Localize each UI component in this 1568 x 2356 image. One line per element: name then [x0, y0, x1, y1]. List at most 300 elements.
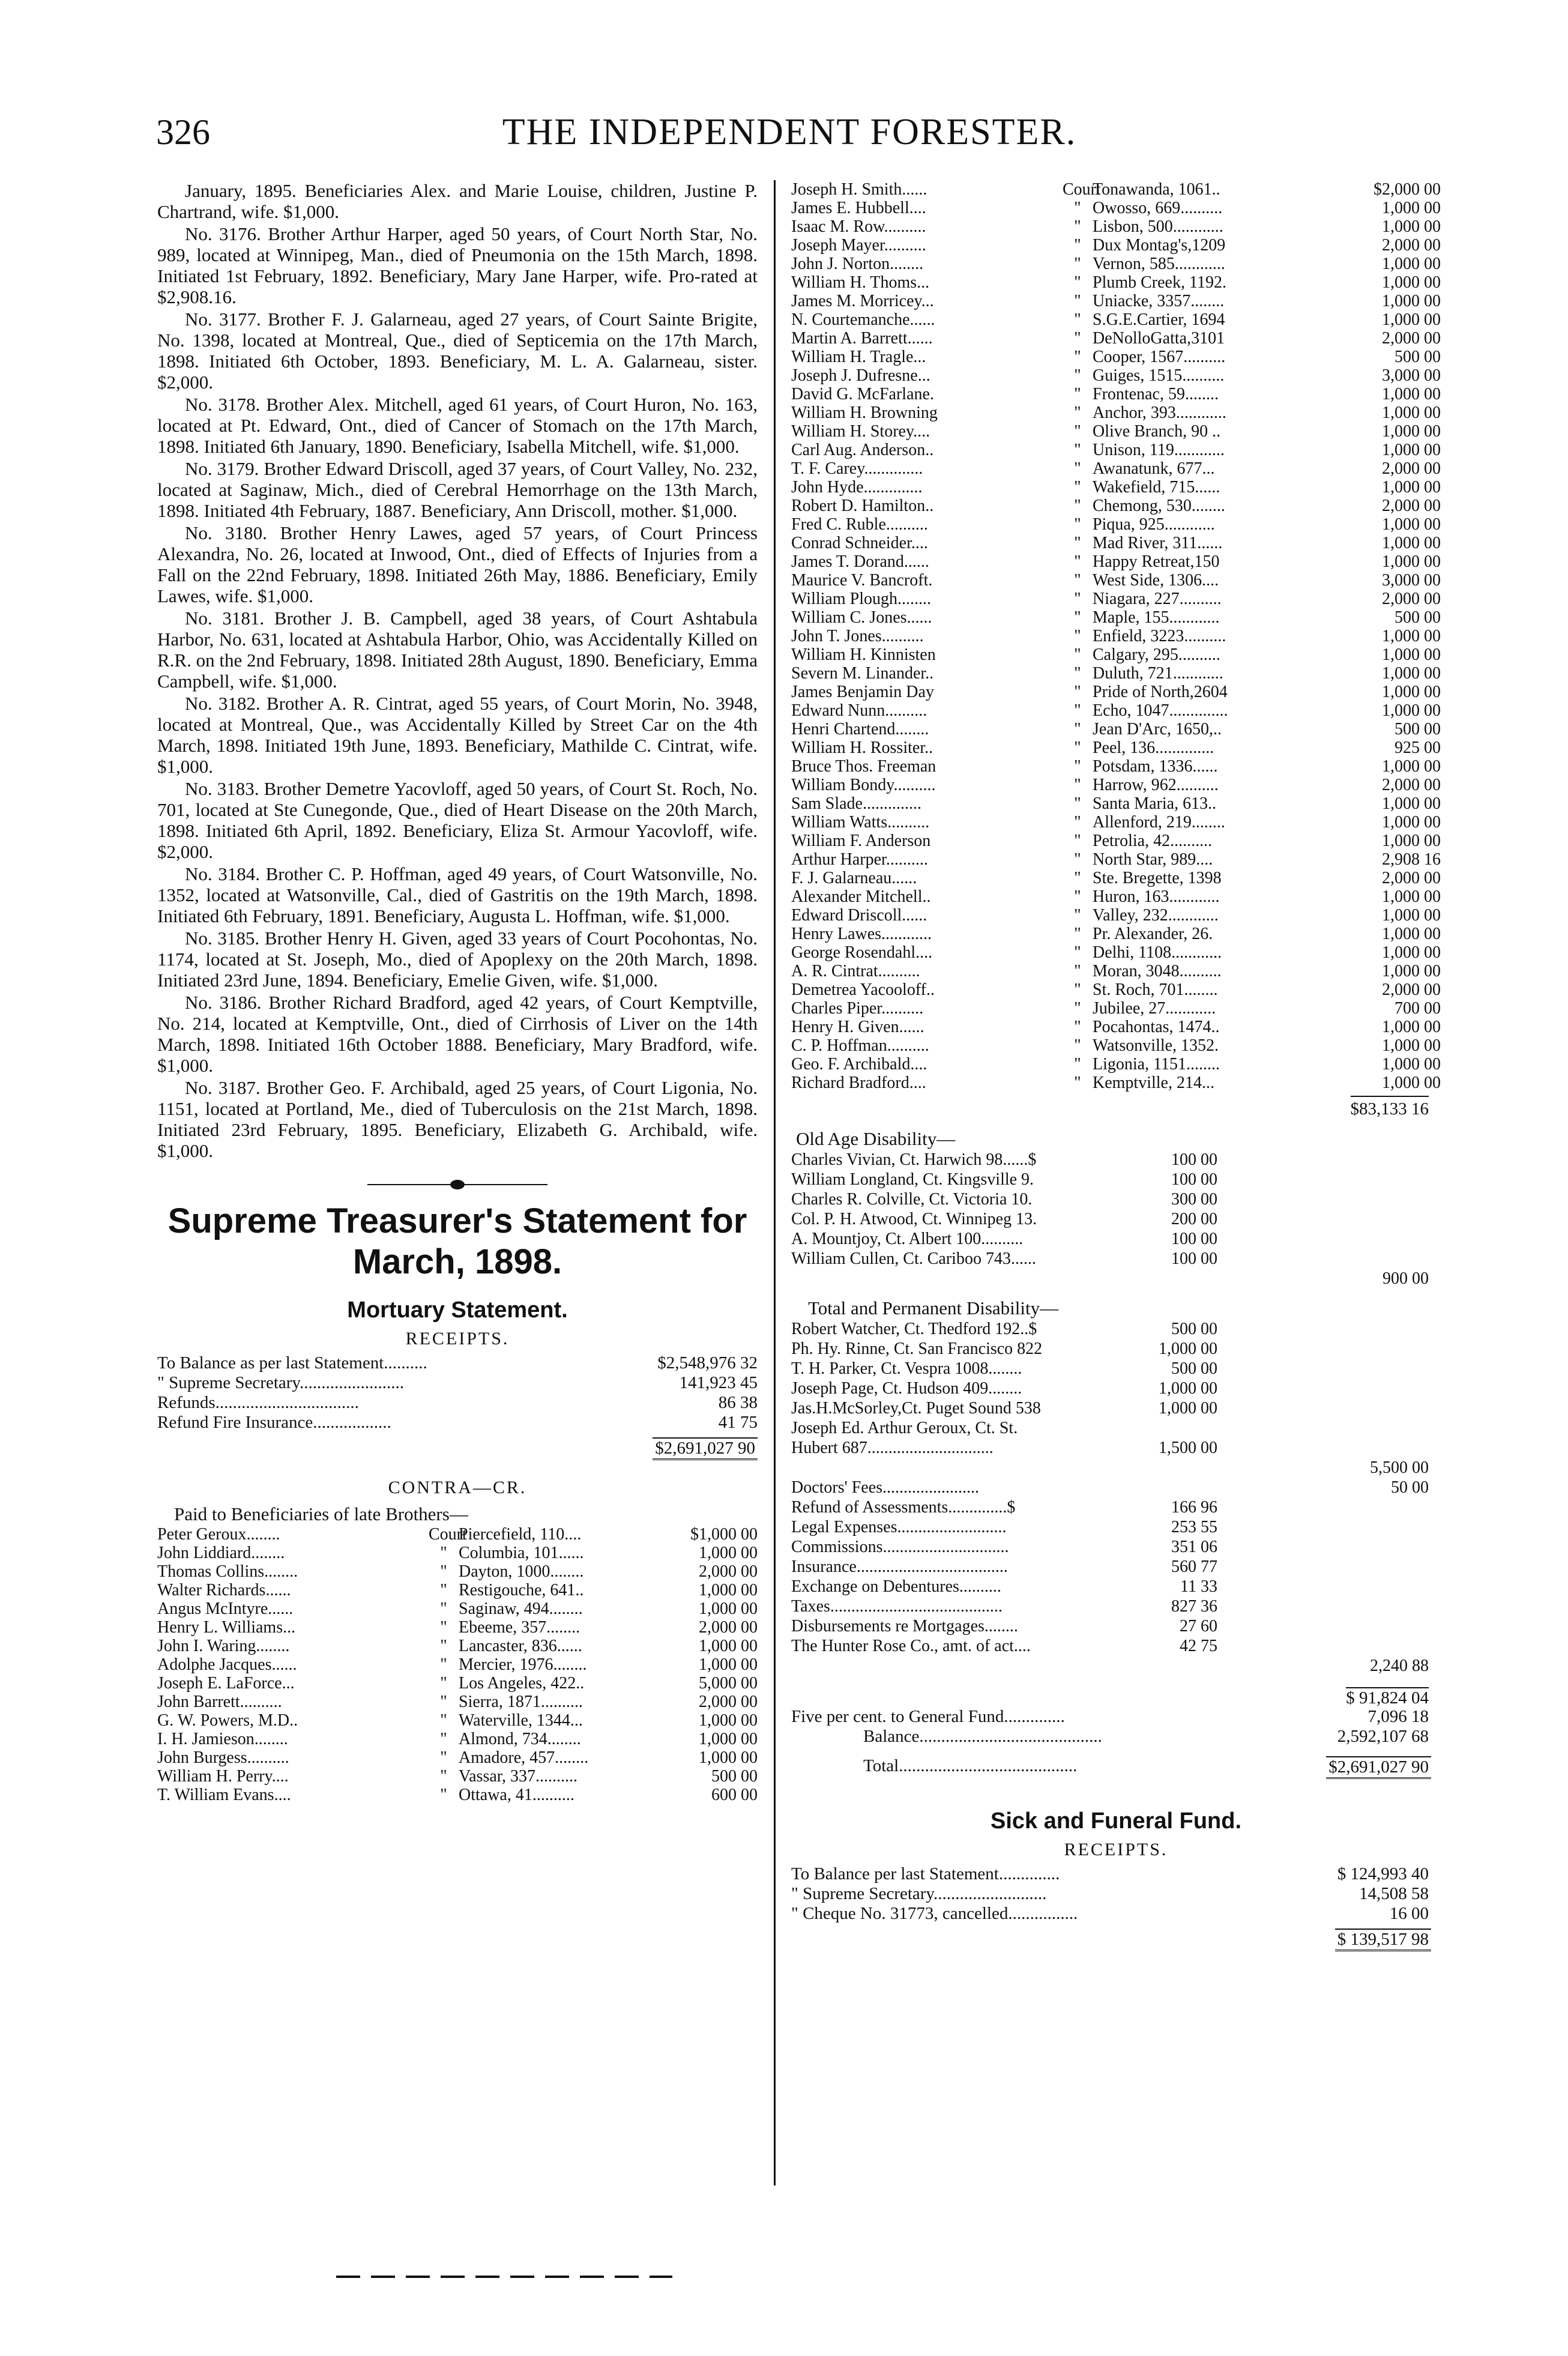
obituary-paragraph: No. 3178. Brother Alex. Mitchell, aged 61 years, of Court Huron, No. 163, located at Pt. Edward, Ont., died of Cancer of Stomach on the 17th March, 1898. Initiated 6th January, 1890. Beneficiary, Isabella Mitchell, wife. $1,000. [157, 394, 758, 457]
payment-row [791, 1018, 1441, 1036]
payee-name: William H. Perry.... [157, 1767, 289, 1786]
court-mark: " [440, 1674, 447, 1693]
item-row [791, 1150, 1441, 1170]
receipt-amount: 141,923 45 [679, 1373, 758, 1392]
column-divider [774, 180, 776, 2185]
court-name: Columbia, 101...... [459, 1544, 584, 1562]
grand-total-amount: $2,691,027 90 [1326, 1756, 1431, 1779]
court-name: Pride of North,2604 [1093, 683, 1228, 701]
item-row [791, 1616, 1441, 1636]
court-mark: " [1074, 757, 1081, 776]
court-mark: " [440, 1581, 447, 1599]
item-label: The Hunter Rose Co., amt. of act.... [791, 1637, 1031, 1655]
item-amount: 27 60 [1180, 1617, 1217, 1636]
court-mark: " [1074, 701, 1081, 720]
item-row [791, 1319, 1441, 1339]
item-label: Legal Expenses.......................... [791, 1518, 1007, 1536]
receipt-row [157, 1393, 758, 1413]
payee-name: James M. Morricey... [791, 292, 934, 310]
court-mark: " [1074, 720, 1081, 739]
payment-row [791, 906, 1441, 925]
sick-row [791, 1864, 1441, 1884]
payment-row [791, 850, 1441, 869]
payee-name: William C. Jones...... [791, 608, 932, 627]
payment-amount: 1,000 00 [1382, 292, 1441, 310]
item-label: Taxes......................................... [791, 1597, 1003, 1616]
court-mark: " [1074, 962, 1081, 980]
court-name: Amadore, 457........ [459, 1748, 589, 1767]
court-mark: " [440, 1562, 447, 1581]
grand-total-label: Total......................................... [863, 1756, 1078, 1775]
item-amount: 100 00 [1171, 1170, 1217, 1189]
court-name: Owosso, 669.......... [1093, 199, 1223, 217]
court-name: Vassar, 337.......... [459, 1767, 577, 1786]
payment-row [791, 180, 1441, 199]
payment-row [791, 1055, 1441, 1074]
item-amount: 11 33 [1180, 1577, 1217, 1596]
payment-row [791, 887, 1441, 906]
payment-amount: 1,000 00 [1382, 683, 1441, 701]
payee-name: John J. Norton........ [791, 255, 924, 273]
item-label: T. H. Parker, Ct. Vespra 1008........ [791, 1359, 1022, 1378]
payment-amount: 1,000 00 [1382, 273, 1441, 292]
payee-name: N. Courtemanche...... [791, 310, 935, 329]
court-mark: " [1074, 887, 1081, 906]
receipt-label: To Balance as per last Statement.......... [157, 1353, 427, 1373]
court-name: Unison, 119............ [1093, 441, 1225, 459]
item-amount: 253 55 [1171, 1518, 1217, 1536]
court-name: Vernon, 585............ [1093, 255, 1225, 273]
item-label: Robert Watcher, Ct. Thedford 192..$ [791, 1320, 1037, 1338]
item-row [791, 1189, 1441, 1209]
item-amount: 560 77 [1171, 1557, 1217, 1576]
court-mark: " [1074, 850, 1081, 869]
page-title: THE INDEPENDENT FORESTER. [502, 112, 1077, 153]
payment-amount: 1,000 00 [1382, 255, 1441, 273]
payment-row [791, 292, 1441, 310]
court-name: Echo, 1047.............. [1093, 701, 1228, 720]
payment-amount: 600 00 [711, 1786, 758, 1804]
payment-amount: 1,000 00 [1382, 962, 1441, 980]
payment-row [791, 999, 1441, 1018]
payment-amount: 1,000 00 [1382, 515, 1441, 534]
court-name: Dux Montag's,1209 [1093, 236, 1226, 255]
court-mark: " [1074, 273, 1081, 292]
court-mark: " [1074, 813, 1081, 832]
payment-amount: 1,000 00 [1382, 534, 1441, 552]
payment-amount: 2,000 00 [699, 1562, 758, 1581]
payment-row [157, 1748, 758, 1767]
payment-row [791, 236, 1441, 255]
court-mark: " [1074, 645, 1081, 664]
receipt-amount: $2,548,976 32 [657, 1353, 758, 1373]
payee-name: Peter Geroux........ [157, 1525, 280, 1544]
doctors-fees-row [791, 1478, 1441, 1497]
court-mark: " [1074, 1074, 1081, 1092]
beneficiary-payments-right [791, 180, 1441, 1092]
receipt-label: " Supreme Secretary........................ [157, 1373, 405, 1392]
receipt-label: Refund Fire Insurance.................. [157, 1413, 391, 1432]
payee-name: Bruce Thos. Freeman [791, 757, 936, 776]
payment-row [157, 1711, 758, 1730]
payment-amount: 1,000 00 [699, 1711, 758, 1730]
court-mark: " [440, 1786, 447, 1804]
payment-row [157, 1618, 758, 1637]
payee-name: Severn M. Linander.. [791, 664, 934, 683]
payment-amount: 1,000 00 [1382, 478, 1441, 497]
payee-name: Sam Slade.............. [791, 794, 921, 813]
payee-name: Conrad Schneider.... [791, 534, 928, 552]
court-mark: " [1074, 906, 1081, 925]
item-amount: 827 36 [1171, 1597, 1217, 1616]
item-label: Col. P. H. Atwood, Ct. Winnipeg 13. [791, 1210, 1037, 1228]
payee-name: George Rosendahl.... [791, 943, 933, 962]
payment-row [791, 869, 1441, 887]
payee-name: James Benjamin Day [791, 683, 934, 701]
grand-total-row [791, 1756, 1441, 1783]
court-mark: " [1074, 943, 1081, 962]
court-mark: " [440, 1693, 447, 1711]
item-row [791, 1557, 1441, 1577]
payee-name: Geo. F. Archibald.... [791, 1055, 927, 1074]
payment-row [791, 459, 1441, 478]
payee-name: Henri Chartend........ [791, 720, 929, 739]
receipts-label: RECEIPTS. [405, 1329, 510, 1349]
payment-row [791, 980, 1441, 999]
misc-total-row [791, 1656, 1441, 1681]
court-mark: " [440, 1618, 447, 1637]
item-label: Ph. Hy. Rinne, Ct. San Francisco 822 [791, 1340, 1043, 1358]
payee-name: Henry H. Given...... [791, 1018, 924, 1036]
payment-amount: 2,000 00 [1382, 236, 1441, 255]
payment-amount: 1,000 00 [1382, 422, 1441, 441]
court-name: Allenford, 219........ [1093, 813, 1225, 832]
left-column [157, 180, 758, 1804]
court-mark: " [440, 1748, 447, 1767]
payee-name: John Burgess.......... [157, 1748, 289, 1767]
item-amount: 351 06 [1171, 1538, 1217, 1556]
payment-amount: 1,000 00 [1382, 310, 1441, 329]
obituary-list [157, 180, 758, 1161]
court-name: Tonawanda, 1061.. [1093, 180, 1220, 199]
payee-name: John I. Waring........ [157, 1637, 290, 1655]
payment-row [157, 1562, 758, 1581]
payee-name: David G. McFarlane. [791, 385, 934, 403]
payment-amount: 1,000 00 [1382, 813, 1441, 832]
court-name: Restigouche, 641.. [459, 1581, 584, 1599]
payee-name: Isaac M. Row.......... [791, 217, 926, 236]
item-label: William Longland, Ct. Kingsville 9. [791, 1170, 1034, 1189]
court-mark: " [440, 1655, 447, 1674]
payee-name: Joseph H. Smith...... [791, 180, 927, 199]
payment-row [791, 217, 1441, 236]
court-name: West Side, 1306.... [1093, 571, 1219, 590]
payee-name: Henry Lawes............ [791, 925, 932, 943]
payee-name: C. P. Hoffman.......... [791, 1036, 929, 1055]
court-name: Plumb Creek, 1192. [1093, 273, 1226, 292]
court-mark: " [1074, 571, 1081, 590]
item-row [791, 1209, 1441, 1229]
sick-amount: $ 124,993 40 [1337, 1864, 1429, 1883]
item-amount: 1,000 00 [1159, 1399, 1217, 1418]
court-name: S.G.E.Cartier, 1694 [1093, 310, 1225, 329]
payment-row [791, 571, 1441, 590]
payment-amount: 3,000 00 [1382, 571, 1441, 590]
court-name: Los Angeles, 422.. [459, 1674, 585, 1693]
payment-amount: 1,000 00 [1382, 199, 1441, 217]
payment-row [157, 1581, 758, 1599]
payment-row [157, 1767, 758, 1786]
payee-name: Maurice V. Bancroft. [791, 571, 933, 590]
payment-amount: 3,000 00 [1382, 366, 1441, 385]
payment-amount: 1,000 00 [1382, 1074, 1441, 1092]
balance-row [791, 1727, 1441, 1747]
court-name: Enfield, 3223.......... [1093, 627, 1226, 645]
court-name: Frontenac, 59........ [1093, 385, 1219, 403]
court-name: Potsdam, 1336...... [1093, 757, 1218, 776]
payee-name: John T. Jones.......... [791, 627, 924, 645]
misc-total: 2,240 88 [1370, 1657, 1429, 1675]
page-number: 326 [156, 112, 210, 152]
payment-row [157, 1730, 758, 1748]
court-name: Piercefield, 110.... [459, 1525, 582, 1544]
court-mark: " [1074, 534, 1081, 552]
payee-name: Joseph Mayer.......... [791, 236, 926, 255]
payee-name: William Watts.......... [791, 813, 930, 832]
payment-amount: 1,000 00 [699, 1581, 758, 1599]
payment-amount: 500 00 [711, 1767, 758, 1786]
item-amount: 500 00 [1171, 1359, 1217, 1378]
payment-amount: 1,000 00 [1382, 664, 1441, 683]
court-name: Jean D'Arc, 1650,.. [1093, 720, 1222, 739]
old-age-total: 900 00 [1383, 1269, 1429, 1288]
sick-amount: 16 00 [1389, 1904, 1429, 1923]
item-label: Jas.H.McSorley,Ct. Puget Sound 538 [791, 1399, 1041, 1418]
item-label: Charles Vivian, Ct. Harwich 98......$ [791, 1150, 1037, 1169]
court-mark: " [1074, 1055, 1081, 1074]
court-mark: " [1074, 925, 1081, 943]
payee-name: Fred C. Ruble.......... [791, 515, 928, 534]
payment-amount: 1,000 00 [1382, 757, 1441, 776]
receipt-amount: 86 38 [718, 1393, 758, 1412]
payee-name: Demetrea Yacooloff.. [791, 980, 935, 999]
court-name: Chemong, 530........ [1093, 497, 1225, 515]
item-label: William Cullen, Ct. Cariboo 743...... [791, 1249, 1036, 1268]
court-name: Harrow, 962.......... [1093, 776, 1219, 794]
payee-name: Charles Piper.......... [791, 999, 924, 1018]
payment-amount: 1,000 00 [1382, 925, 1441, 943]
sick-total: $ 139,517 98 [1335, 1929, 1431, 1951]
payee-name: Joseph J. Dufresne... [791, 366, 930, 385]
payment-amount: 1,000 00 [1382, 1055, 1441, 1074]
payee-name: William H. Thoms... [791, 273, 930, 292]
sick-fund-table [791, 1864, 1441, 1924]
item-label: Joseph Ed. Arthur Geroux, Ct. St. [791, 1419, 1018, 1437]
court-mark: " [1074, 552, 1081, 571]
payment-row [157, 1599, 758, 1618]
balance-label: Balance.......................................... [863, 1727, 1102, 1746]
item-row [791, 1438, 1441, 1458]
payment-row [791, 534, 1441, 552]
payment-row [157, 1637, 758, 1655]
item-label: Exchange on Debentures.......... [791, 1577, 1001, 1596]
payment-amount: 1,000 00 [1382, 645, 1441, 664]
payment-row [791, 645, 1441, 664]
old-age-table [791, 1150, 1441, 1269]
court-name: Mad River, 311...... [1093, 534, 1223, 552]
payment-row [791, 515, 1441, 534]
item-row [791, 1339, 1441, 1359]
payment-amount: 1,000 00 [699, 1748, 758, 1767]
payment-amount: 1,000 00 [699, 1655, 758, 1674]
court-mark: " [1074, 832, 1081, 850]
court-mark: " [1074, 329, 1081, 348]
payment-amount: 1,000 00 [1382, 1018, 1441, 1036]
payee-name: I. H. Jamieson........ [157, 1730, 288, 1748]
receipts-table [157, 1353, 758, 1433]
payment-amount: 1,000 00 [1382, 794, 1441, 813]
payment-amount: 925 00 [1395, 739, 1441, 757]
court-name: Huron, 163............ [1093, 887, 1220, 906]
court-name: Piqua, 925............ [1093, 515, 1215, 534]
obituary-paragraph: No. 3181. Brother J. B. Campbell, aged 38 years, of Court Ashtabula Harbor, No. 631, located at Ashtabula Harbor, Ohio, was Accidentally Killed on R.R. on the 2nd February, 1898. Initiated 28th August, 1890. Beneficiary, Emma Campbell, wife. $1,000. [157, 608, 758, 692]
court-mark: " [1074, 497, 1081, 515]
court-name: DeNolloGatta,3101 [1093, 329, 1225, 348]
item-label: Commissions.............................. [791, 1538, 1009, 1556]
payment-row [791, 794, 1441, 813]
court-name: Olive Branch, 90 .. [1093, 422, 1221, 441]
court-name: Dayton, 1000........ [459, 1562, 584, 1581]
payment-row [791, 366, 1441, 385]
court-name: Guiges, 1515.......... [1093, 366, 1225, 385]
court-mark: " [1074, 236, 1081, 255]
item-row [791, 1577, 1441, 1596]
five-per-cent-amount: 7,096 18 [1367, 1707, 1429, 1726]
payee-name: James T. Dorand...... [791, 552, 929, 571]
payment-row [791, 1074, 1441, 1092]
payment-row [791, 739, 1441, 757]
court-name: Moran, 3048.......... [1093, 962, 1222, 980]
payee-name: John Barrett.......... [157, 1693, 282, 1711]
court-name: Calgary, 295.......... [1093, 645, 1220, 664]
payment-row [791, 664, 1441, 683]
court-mark: " [1074, 310, 1081, 329]
item-amount: 300 00 [1171, 1190, 1217, 1209]
receipt-row [157, 1373, 758, 1393]
payee-name: Edward Driscoll...... [791, 906, 927, 925]
court-mark: " [1074, 683, 1081, 701]
item-amount: 200 00 [1171, 1210, 1217, 1228]
receipts-total-row [157, 1437, 758, 1464]
court-mark: " [1074, 441, 1081, 459]
payee-name: Joseph E. LaForce... [157, 1674, 295, 1693]
item-label: A. Mountjoy, Ct. Albert 100.......... [791, 1230, 1024, 1248]
payment-row [791, 422, 1441, 441]
court-name: Waterville, 1344... [459, 1711, 583, 1730]
payment-amount: 2,000 00 [699, 1693, 758, 1711]
payment-row [791, 385, 1441, 403]
payee-name: William H. Rossiter.. [791, 739, 933, 757]
payment-row [791, 757, 1441, 776]
payee-name: Robert D. Hamilton.. [791, 497, 934, 515]
court-mark: " [1074, 366, 1081, 385]
payment-row [791, 813, 1441, 832]
payment-row [791, 552, 1441, 571]
court-mark: " [1074, 217, 1081, 236]
item-row [791, 1636, 1441, 1656]
court-name: Uniacke, 3357........ [1093, 292, 1225, 310]
court-mark: " [1074, 1018, 1081, 1036]
obituary-paragraph: No. 3180. Brother Henry Lawes, aged 57 years, of Court Princess Alexandra, No. 26, located at Inwood, Ont., died of Effects of Injuries from a Fall on the 22nd February, 1898. Initiated 26th May, 1886. Beneficiary, Emily Lawes, wife. $1,000. [157, 522, 758, 606]
item-amount: 1,000 00 [1159, 1379, 1217, 1398]
payee-name: G. W. Powers, M.D.. [157, 1711, 298, 1730]
sick-label: " Cheque No. 31773, cancelled................ [791, 1904, 1078, 1923]
court-name: Kemptville, 214... [1093, 1074, 1214, 1092]
court-name: Cooper, 1567.......... [1093, 348, 1226, 366]
payment-row [791, 608, 1441, 627]
payment-row [791, 273, 1441, 292]
payment-amount: 2,000 00 [1382, 459, 1441, 478]
item-row [791, 1497, 1441, 1517]
obituary-paragraph: No. 3179. Brother Edward Driscoll, aged 37 years, of Court Valley, No. 232, located at Saginaw, Mich., died of Cerebral Hemorrhage on the 13th March, 1898. Initiated 4th February, 1887. Beneficiary, Ann Driscoll, mother. $1,000. [157, 458, 758, 521]
court-mark: " [1074, 776, 1081, 794]
payment-amount: 2,000 00 [1382, 497, 1441, 515]
receipts-total: $2,691,027 90 [653, 1437, 758, 1460]
total-perm-total-row [791, 1458, 1441, 1478]
court-mark: " [1074, 739, 1081, 757]
mortuary-total: $83,133 16 [1351, 1096, 1429, 1119]
beneficiary-payments-left [157, 1525, 758, 1804]
payment-row [791, 925, 1441, 943]
payment-row [791, 776, 1441, 794]
court-mark: " [1074, 348, 1081, 366]
court-name: Ligonia, 1151........ [1093, 1055, 1220, 1074]
doctors-fees-label: Doctors' Fees....................... [791, 1478, 980, 1497]
court-mark: " [1074, 292, 1081, 310]
court-name: North Star, 989.... [1093, 850, 1213, 869]
court-name: St. Roch, 701........ [1093, 980, 1218, 999]
five-per-cent-label: Five per cent. to General Fund.............. [791, 1707, 1065, 1726]
payment-row [791, 310, 1441, 329]
payment-amount: 2,000 00 [699, 1618, 758, 1637]
mortuary-total-row [791, 1096, 1441, 1123]
payment-row [157, 1786, 758, 1804]
obituary-paragraph: No. 3183. Brother Demetre Yacovloff, aged 50 years, of Court St. Roch, No. 701, located at Ste Cunegonde, Que., died of Heart Disease on the 20th March, 1898. Initiated 6th April, 1892. Beneficiary, Eliza St. Armour Yacovloff, wife. $2,000. [157, 778, 758, 862]
payment-amount: 1,000 00 [1382, 832, 1441, 850]
payment-amount: 1,000 00 [699, 1730, 758, 1748]
payee-name: Walter Richards...... [157, 1581, 291, 1599]
court-mark: " [1074, 199, 1081, 217]
court-mark: " [1074, 459, 1081, 478]
payee-name: William H. Kinnisten [791, 645, 936, 664]
court-mark: " [1074, 869, 1081, 887]
payee-name: William H. Storey.... [791, 422, 930, 441]
sick-receipts-label: RECEIPTS. [1064, 1840, 1168, 1859]
payment-amount: 2,000 00 [1382, 980, 1441, 999]
item-row [791, 1398, 1441, 1418]
court-mark: " [440, 1599, 447, 1618]
misc-expenses-table [791, 1497, 1441, 1656]
obituary-paragraph: No. 3176. Brother Arthur Harper, aged 50 years, of Court North Star, No. 989, located at Winnipeg, Man., died of Pneumonia on the 15th March, 1898. Initiated 1st February, 1892. Beneficiary, Mary Jane Harper, wife. Pro-rated at $2,908.16. [157, 223, 758, 307]
court-name: Niagara, 227.......... [1093, 590, 1222, 608]
court-name: Mercier, 1976........ [459, 1655, 587, 1674]
payment-amount: 1,000 00 [699, 1544, 758, 1562]
item-amount: 1,000 00 [1159, 1340, 1217, 1358]
court-name: Sierra, 1871.......... [459, 1693, 583, 1711]
court-mark: " [1074, 478, 1081, 497]
payment-row [791, 683, 1441, 701]
sick-amount: 14,508 58 [1359, 1884, 1429, 1903]
